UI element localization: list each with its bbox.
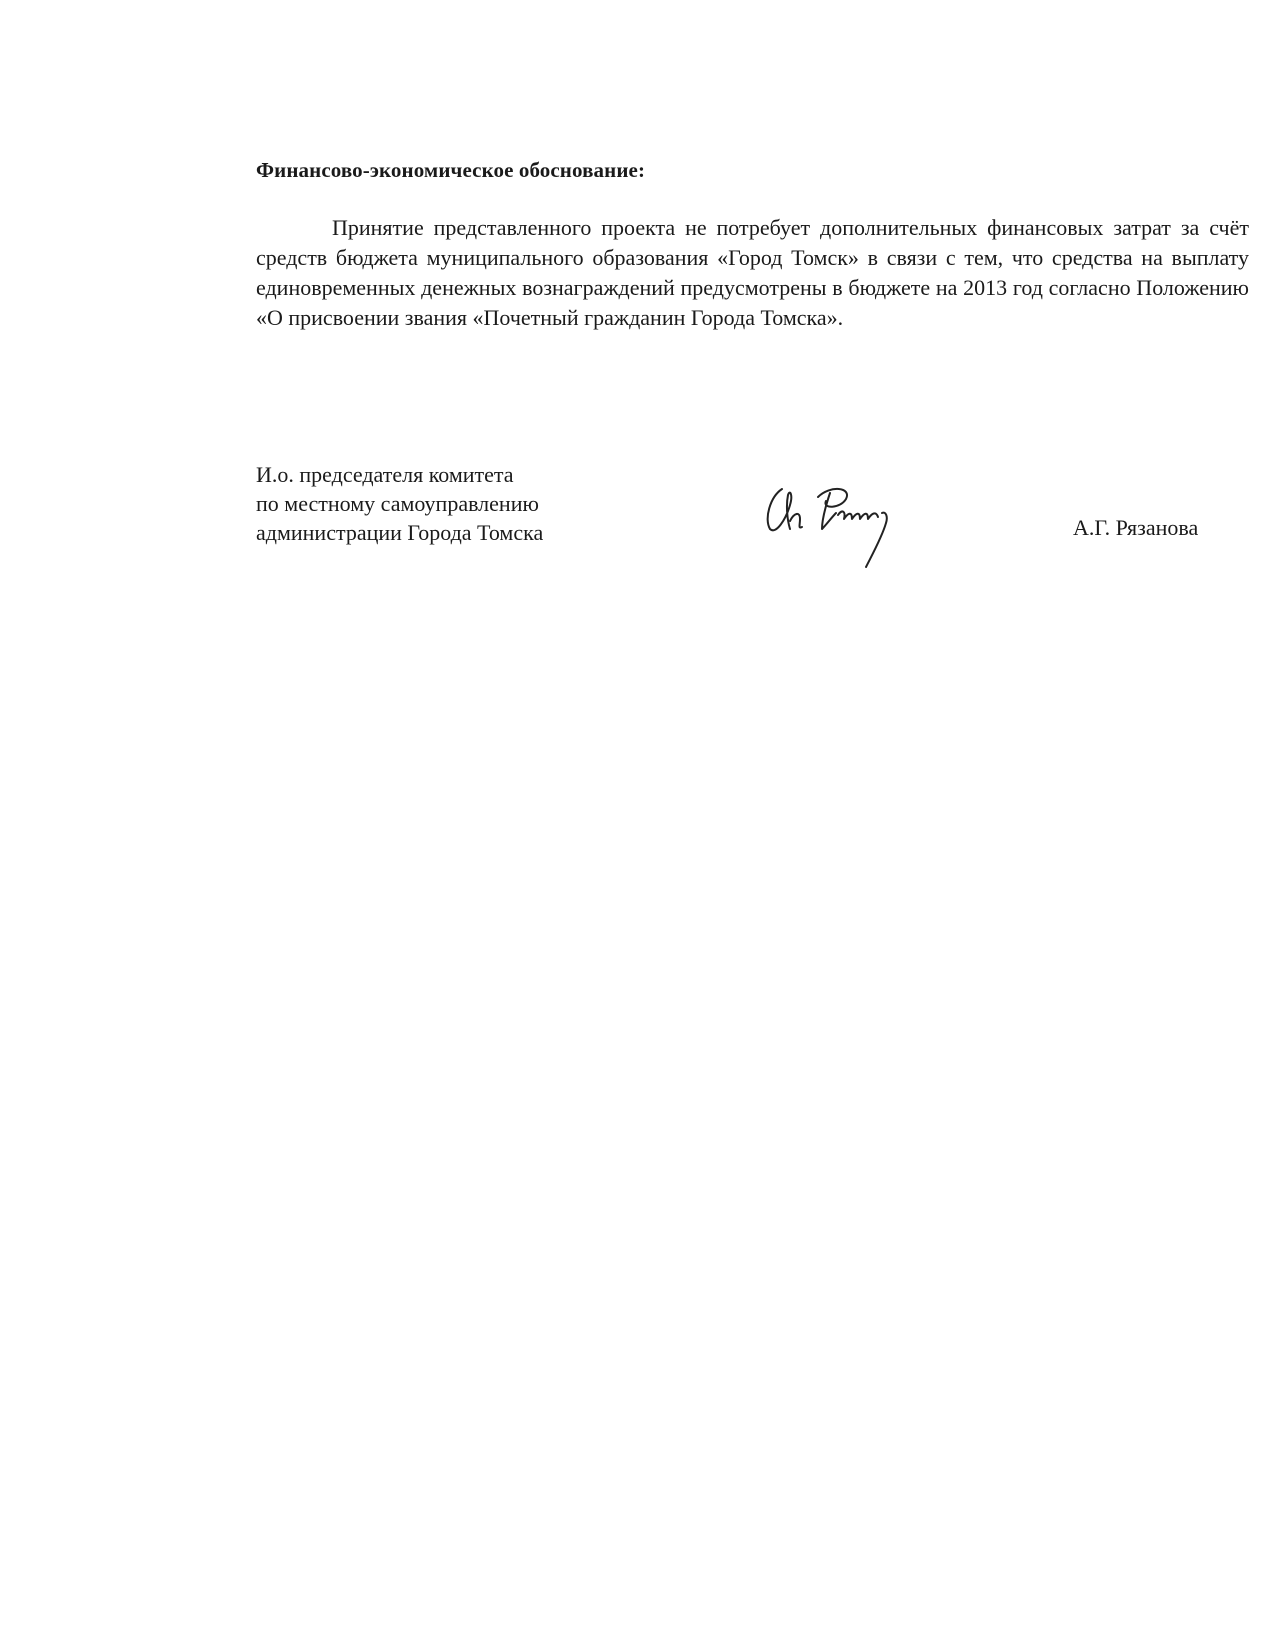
justification-paragraph: Принятие представленного проекта не потребует дополнительных финансовых затрат за счёт средств бюджета муниципального образования «Город Томск» в связи с тем, что средства на выплату единовременных денежных вознаграждений предусмотрены в бюджете на 2013 год согласно Положению «О присвоении звания «Почетный гражданин Города Томска». (256, 215, 1249, 330)
signer-name: А.Г. Рязанова (1073, 515, 1199, 540)
position-line-2: по местному самоуправлению (256, 491, 539, 516)
signatory-position (256, 460, 543, 547)
handwritten-signature (760, 475, 940, 575)
position-line-1: И.о. председателя комитета (256, 462, 514, 487)
document-heading: Финансово-экономическое обоснование: (256, 158, 646, 182)
position-line-3: администрации Города Томска (256, 520, 544, 545)
